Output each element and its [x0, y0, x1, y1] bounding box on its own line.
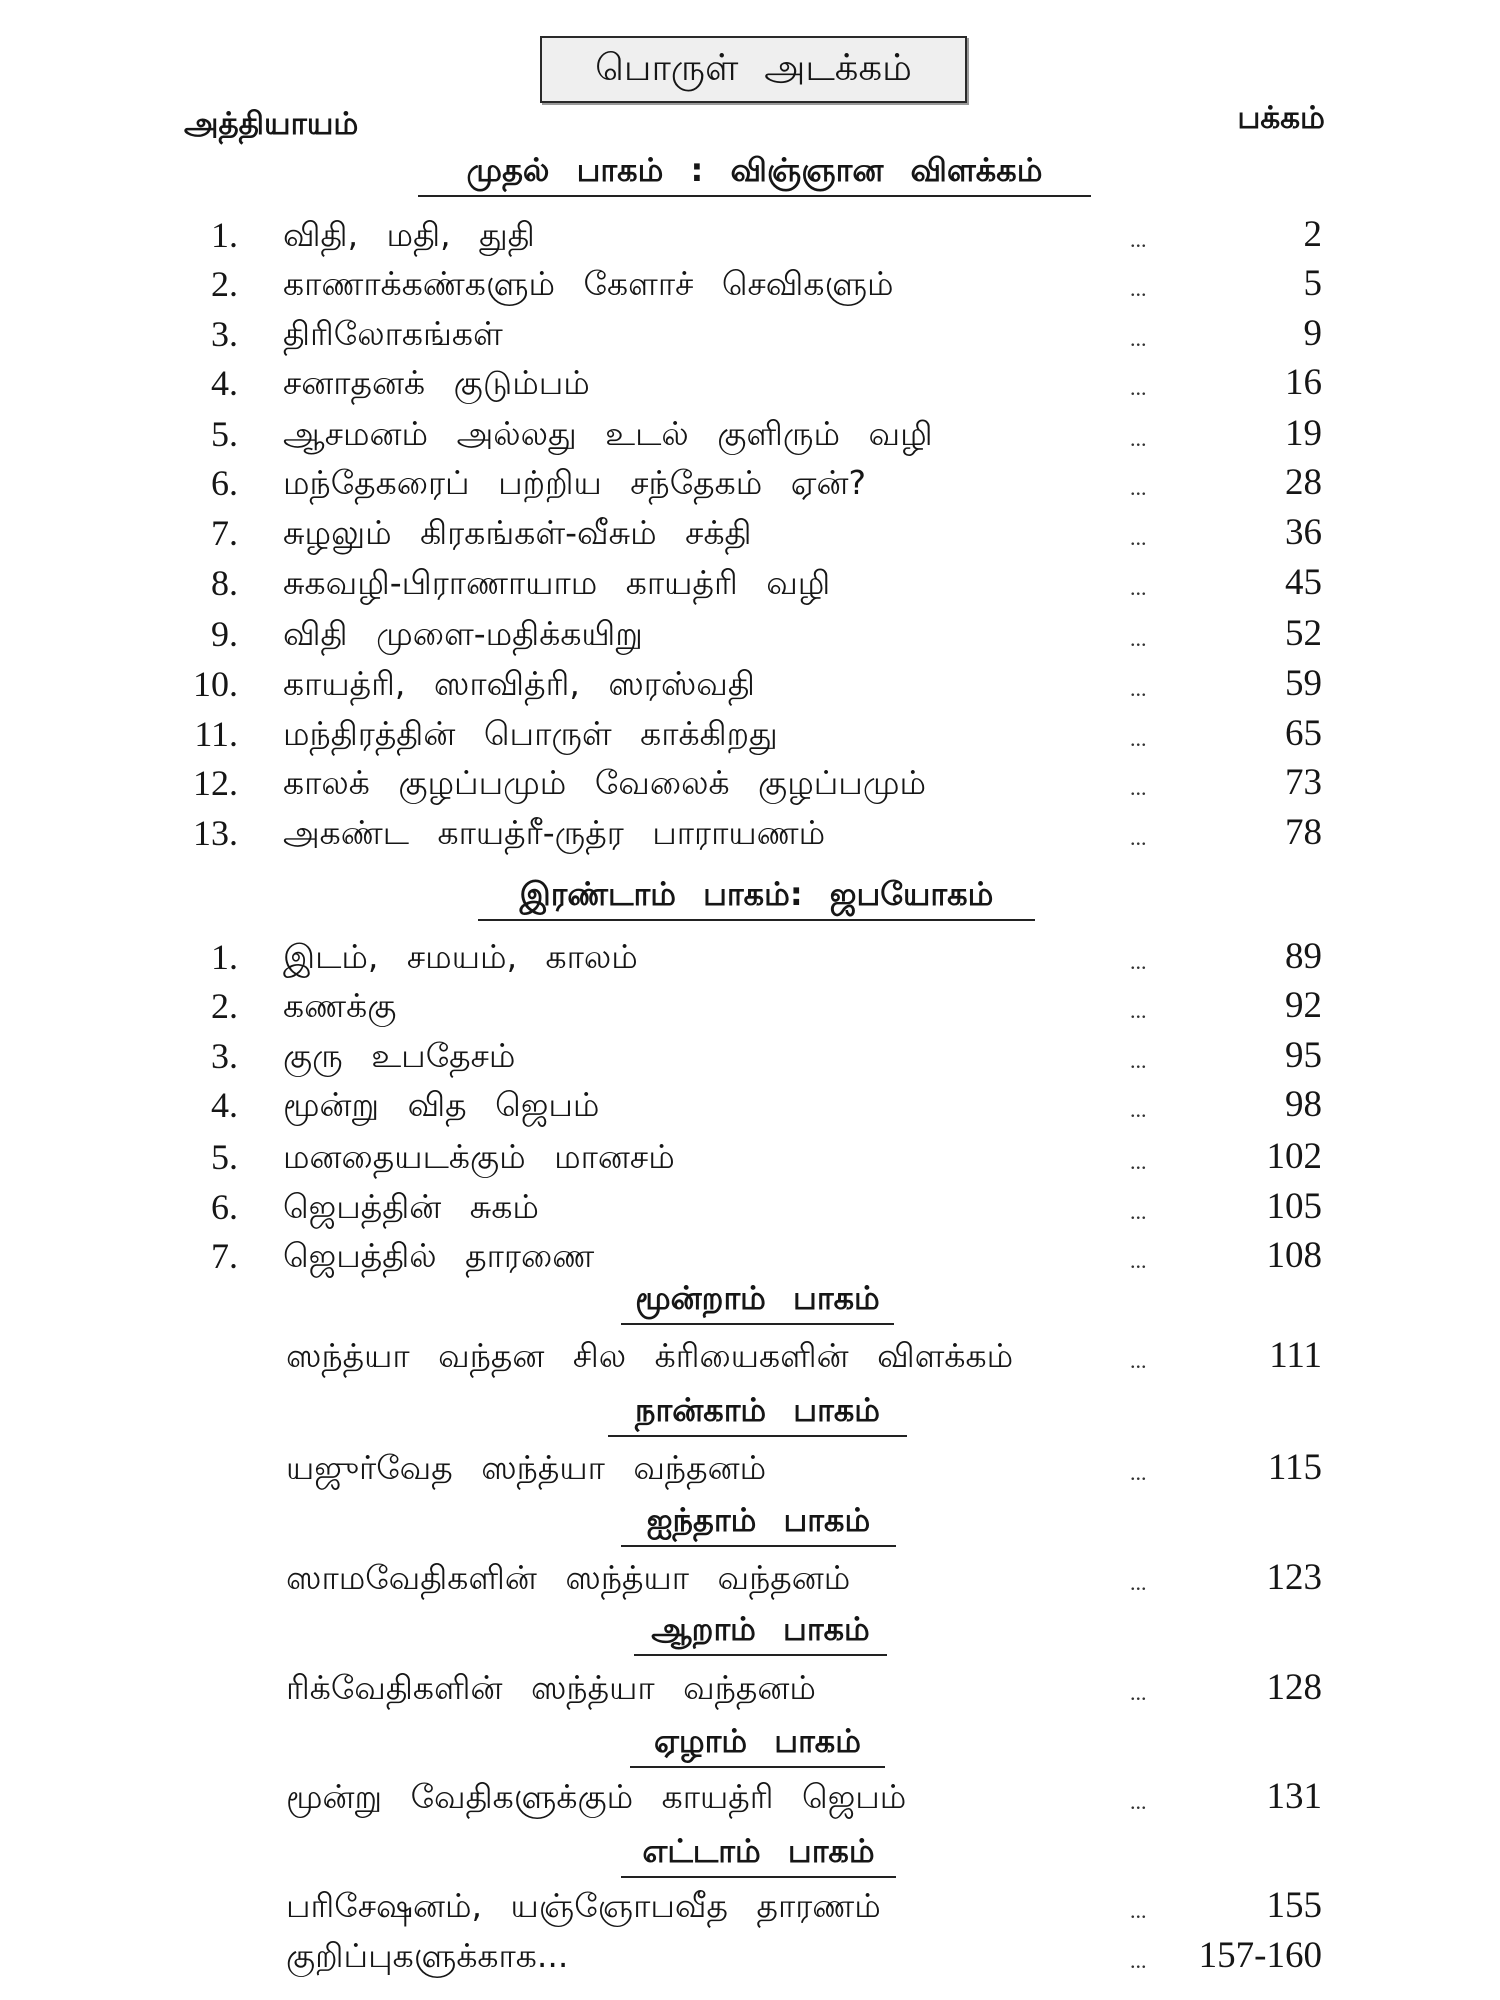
page-number: 123 [1266, 1557, 1322, 1598]
chapter-title: ஆசமனம் அல்லது உடல் குளிரும் வழி [283, 414, 933, 453]
toc-entry [0, 210, 1500, 260]
page-number: 5 [1303, 263, 1322, 304]
part-heading-6: ஆறாம் பாகம் [634, 1606, 887, 1656]
page-number: 105 [1266, 1186, 1322, 1227]
toc-entry [0, 1772, 1500, 1822]
chapter-title: விதி, மதி, துதி [283, 215, 535, 254]
toc-entry [0, 1231, 1500, 1281]
toc-entry [0, 1132, 1500, 1182]
chapter-title: மந்திரத்தின் பொருள் காக்கிறது [283, 714, 778, 753]
page-number: 73 [1285, 762, 1322, 803]
chapter-number: 6. [211, 1187, 238, 1227]
toc-entry [0, 1331, 1500, 1381]
dot-leader: ... [1130, 949, 1147, 974]
chapter-number: 1. [211, 937, 238, 977]
page-column-header: பக்கம் [1237, 100, 1325, 136]
chapter-number: 5. [211, 1137, 238, 1177]
chapter-number: 11. [194, 714, 238, 754]
dot-leader: ... [1130, 227, 1147, 252]
toc-entry [0, 709, 1500, 759]
toc-entry [0, 1443, 1500, 1493]
page-number: 131 [1266, 1776, 1322, 1817]
chapter-title: காணாக்கண்களும் கேளாச் செவிகளும் [283, 264, 894, 303]
page-number: 78 [1285, 812, 1322, 853]
chapter-title: அகண்ட காயத்ரீ-ருத்ர பாராயணம் [283, 813, 826, 852]
notes-title: குறிப்புகளுக்காக... [286, 1936, 569, 1975]
toc-entry [0, 1663, 1500, 1713]
page-number: 115 [1267, 1447, 1322, 1488]
dot-leader: ... [1130, 825, 1147, 850]
dot-leader: ... [1130, 575, 1147, 600]
toc-entry [0, 1080, 1500, 1130]
chapter-number: 4. [211, 363, 238, 403]
chapter-number: 4. [211, 1085, 238, 1125]
chapter-number: 7. [211, 513, 238, 553]
page-number: 45 [1285, 562, 1322, 603]
chapter-title: ஜெபத்தில் தாரணை [283, 1236, 595, 1275]
chapter-title: ஸந்த்யா வந்தன சில க்ரியைகளின் விளக்கம் [286, 1336, 1014, 1375]
page-number: 155 [1266, 1885, 1322, 1926]
dot-leader: ... [1130, 1348, 1147, 1373]
page-number: 9 [1303, 313, 1322, 354]
dot-leader: ... [1130, 998, 1147, 1023]
toc-entry [0, 758, 1500, 808]
part-heading-2: இரண்டாம் பாகம்: ஜபயோகம் [478, 871, 1035, 921]
dot-leader: ... [1130, 426, 1147, 451]
toc-entry [0, 1881, 1500, 1931]
page-number: 111 [1269, 1335, 1322, 1376]
toc-entry [0, 808, 1500, 858]
page-number: 102 [1266, 1136, 1322, 1177]
chapter-number: 10. [193, 664, 238, 704]
chapter-title: இடம், சமயம், காலம் [283, 937, 638, 976]
dot-leader: ... [1130, 525, 1147, 550]
toc-entry [0, 1182, 1500, 1232]
dot-leader: ... [1130, 276, 1147, 301]
chapter-number: 6. [211, 463, 238, 503]
page-number: 89 [1285, 936, 1322, 977]
chapter-number: 13. [193, 813, 238, 853]
chapter-title: யஜுர்வேத ஸந்த்யா வந்தனம் [286, 1448, 767, 1487]
dot-leader: ... [1130, 1789, 1147, 1814]
chapter-title: கணக்கு [283, 986, 397, 1025]
dot-leader: ... [1130, 375, 1147, 400]
dot-leader: ... [1130, 1048, 1147, 1073]
chapter-number: 5. [211, 414, 238, 454]
part-heading-8: எட்டாம் பாகம் [621, 1828, 896, 1878]
dot-leader: ... [1130, 1248, 1147, 1273]
dot-leader: ... [1130, 676, 1147, 701]
part-heading-5: ஐந்தாம் பாகம் [621, 1497, 896, 1547]
chapter-title: திரிலோகங்கள் [283, 314, 503, 353]
chapter-title: மனதையடக்கும் மானசம் [283, 1137, 675, 1176]
chapter-title: காயத்ரி, ஸாவித்ரி, ஸரஸ்வதி [283, 664, 755, 703]
toc-entry [0, 932, 1500, 982]
dot-leader: ... [1130, 1680, 1147, 1705]
page-title: பொருள் அடக்கம் [540, 36, 967, 103]
chapter-title: சனாதனக் குடும்பம் [283, 363, 590, 402]
dot-leader: ... [1130, 1948, 1147, 1973]
toc-entry [0, 358, 1500, 408]
page-number: 65 [1285, 713, 1322, 754]
chapter-number: 12. [193, 763, 238, 803]
dot-leader: ... [1130, 475, 1147, 500]
dot-leader: ... [1130, 726, 1147, 751]
toc-entry [0, 259, 1500, 309]
page-number: 98 [1285, 1084, 1322, 1125]
toc-entry [0, 1031, 1500, 1081]
toc-entry [0, 309, 1500, 359]
dot-leader: ... [1130, 1460, 1147, 1485]
chapter-title: சுகவழி-பிராணாயாம காயத்ரி வழி [283, 563, 831, 602]
dot-leader: ... [1130, 1199, 1147, 1224]
page-number: 95 [1285, 1035, 1322, 1076]
part-heading-7: ஏழாம் பாகம் [630, 1718, 885, 1768]
chapter-title: மூன்று வேதிகளுக்கும் காயத்ரி ஜெபம் [286, 1777, 907, 1816]
chapter-number: 8. [211, 563, 238, 603]
page-number: 59 [1285, 663, 1322, 704]
page-number: 52 [1285, 613, 1322, 654]
part-heading-4: நான்காம் பாகம் [608, 1387, 907, 1437]
chapter-number: 3. [211, 314, 238, 354]
chapter-title: ஸாமவேதிகளின் ஸந்த்யா வந்தனம் [286, 1558, 851, 1597]
chapter-title: காலக் குழப்பமும் வேலைக் குழப்பமும் [283, 763, 927, 802]
dot-leader: ... [1130, 626, 1147, 651]
chapter-title: விதி முளை-மதிக்கயிறு [283, 614, 643, 653]
part-heading-1: முதல் பாகம் : விஞ்ஞான விளக்கம் [418, 147, 1091, 197]
page-range: 157-160 [1198, 1935, 1322, 1976]
page-number: 16 [1285, 362, 1322, 403]
toc-entry [0, 659, 1500, 709]
toc-entry [0, 558, 1500, 608]
chapter-title: ஜெபத்தின் சுகம் [283, 1187, 539, 1226]
page-number: 128 [1266, 1667, 1322, 1708]
toc-entry [0, 409, 1500, 459]
chapter-number: 2. [211, 264, 238, 304]
chapter-number: 7. [211, 1236, 238, 1276]
chapter-number: 2. [211, 986, 238, 1026]
page-number: 36 [1285, 512, 1322, 553]
dot-leader: ... [1130, 1898, 1147, 1923]
chapter-title: ரிக்வேதிகளின் ஸந்த்யா வந்தனம் [286, 1668, 816, 1707]
chapter-number: 9. [211, 614, 238, 654]
chapter-number: 3. [211, 1036, 238, 1076]
chapter-number: 1. [211, 215, 238, 255]
chapter-title: மூன்று வித ஜெபம் [283, 1085, 600, 1124]
dot-leader: ... [1130, 1570, 1147, 1595]
toc-entry [0, 981, 1500, 1031]
dot-leader: ... [1130, 1149, 1147, 1174]
toc-entry [0, 508, 1500, 558]
chapter-title: பரிசேஷனம், யஞ்ஞோபவீத தாரணம் [286, 1886, 881, 1925]
dot-leader: ... [1130, 326, 1147, 351]
part-heading-3: மூன்றாம் பாகம் [621, 1275, 894, 1325]
dot-leader: ... [1130, 1097, 1147, 1122]
notes-entry [0, 1931, 1500, 1981]
page-number: 2 [1303, 214, 1322, 255]
page-number: 19 [1285, 413, 1322, 454]
chapter-column-header: அத்தியாயம் [184, 106, 359, 142]
page-number: 92 [1285, 985, 1322, 1026]
toc-entry [0, 1553, 1500, 1603]
dot-leader: ... [1130, 775, 1147, 800]
toc-entry [0, 609, 1500, 659]
page-number: 28 [1285, 462, 1322, 503]
chapter-title: மந்தேகரைப் பற்றிய சந்தேகம் ஏன்? [283, 463, 866, 502]
toc-entry [0, 458, 1500, 508]
page-number: 108 [1266, 1235, 1322, 1276]
chapter-title: குரு உபதேசம் [283, 1036, 516, 1075]
chapter-title: சுழலும் கிரகங்கள்-வீசும் சக்தி [283, 513, 752, 552]
